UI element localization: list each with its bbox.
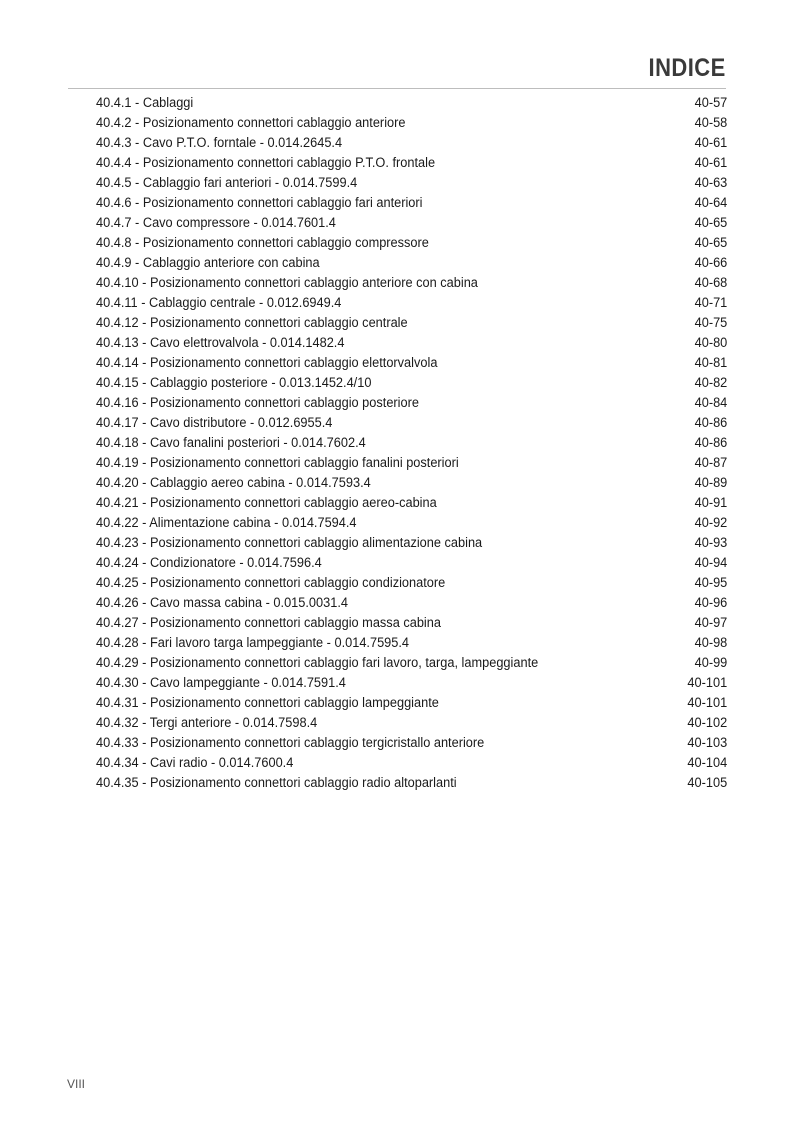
toc-entry-page: 40-97	[694, 615, 727, 631]
toc-entry[interactable]	[96, 533, 727, 553]
toc-entry-title: 40.4.4 - Posizionamento connettori cablaggio P.T.O. frontale	[96, 155, 436, 171]
toc-entry-title: 40.4.23 - Posizionamento connettori cablaggio alimentazione cabina	[96, 535, 483, 551]
toc-entry-title: 40.4.30 - Cavo lampeggiante - 0.014.7591.4	[96, 675, 346, 691]
toc-entry-page: 40-75	[694, 315, 727, 331]
toc-entry[interactable]	[96, 373, 727, 393]
toc-entry-page: 40-92	[694, 515, 727, 531]
toc-entry-page: 40-101	[687, 695, 727, 711]
toc-entry[interactable]	[96, 113, 727, 133]
toc-entry[interactable]	[96, 593, 727, 613]
toc-entry-page: 40-102	[687, 715, 727, 731]
toc-entry[interactable]	[96, 133, 727, 153]
toc-entry[interactable]	[96, 173, 727, 193]
toc-entry[interactable]	[96, 553, 727, 573]
toc-entry-title: 40.4.20 - Cablaggio aereo cabina - 0.014.7593.4	[96, 475, 371, 491]
toc-entry[interactable]	[96, 313, 727, 333]
toc-entry[interactable]	[96, 473, 727, 493]
toc-entry-page: 40-61	[694, 135, 727, 151]
toc-entry-title: 40.4.3 - Cavo P.T.O. forntale - 0.014.2645.4	[96, 135, 343, 151]
toc-entry[interactable]	[96, 573, 727, 593]
toc-entry-title: 40.4.1 - Cablaggi	[96, 95, 194, 111]
toc-entry[interactable]	[96, 333, 727, 353]
toc-entry-title: 40.4.8 - Posizionamento connettori cablaggio compressore	[96, 235, 429, 251]
page-title: INDICE	[648, 54, 726, 82]
toc-entry-page: 40-66	[694, 255, 727, 271]
toc-entry-page: 40-64	[694, 195, 727, 211]
toc-entry-title: 40.4.25 - Posizionamento connettori cablaggio condizionatore	[96, 575, 446, 591]
toc-entry-page: 40-101	[687, 675, 727, 691]
toc-entry-title: 40.4.18 - Cavo fanalini posteriori - 0.014.7602.4	[96, 435, 366, 451]
toc-entry-page: 40-87	[694, 455, 727, 471]
toc-entry-page: 40-81	[694, 355, 727, 371]
toc-entry[interactable]	[96, 713, 727, 733]
header-divider	[68, 88, 726, 89]
footer-page-number: VIII	[67, 1077, 86, 1091]
toc-entry[interactable]	[96, 93, 727, 113]
toc-entry-title: 40.4.16 - Posizionamento connettori cablaggio posteriore	[96, 395, 419, 411]
toc-entry[interactable]	[96, 633, 727, 653]
toc-entry-page: 40-63	[694, 175, 727, 191]
toc-entry[interactable]	[96, 773, 727, 793]
toc-entry-title: 40.4.7 - Cavo compressore - 0.014.7601.4	[96, 215, 336, 231]
toc-entry-title: 40.4.17 - Cavo distributore - 0.012.6955.4	[96, 415, 333, 431]
toc-entry-title: 40.4.9 - Cablaggio anteriore con cabina	[96, 255, 320, 271]
toc-entry-title: 40.4.6 - Posizionamento connettori cablaggio fari anteriori	[96, 195, 423, 211]
toc-entry[interactable]	[96, 213, 727, 233]
toc-entry-page: 40-86	[694, 435, 727, 451]
toc-entry-title: 40.4.29 - Posizionamento connettori cablaggio fari lavoro, targa, lampeggiante	[96, 655, 539, 671]
toc-entry-page: 40-93	[694, 535, 727, 551]
toc-entry-page: 40-71	[694, 295, 727, 311]
toc-entry-title: 40.4.13 - Cavo elettrovalvola - 0.014.1482.4	[96, 335, 345, 351]
toc-entry-title: 40.4.5 - Cablaggio fari anteriori - 0.014.7599.4	[96, 175, 358, 191]
toc-entry-title: 40.4.32 - Tergi anteriore - 0.014.7598.4	[96, 715, 318, 731]
toc-entry-page: 40-99	[694, 655, 727, 671]
toc-entry-page: 40-82	[694, 375, 727, 391]
toc-entry-page: 40-103	[687, 735, 727, 751]
toc-entry-title: 40.4.19 - Posizionamento connettori cablaggio fanalini posteriori	[96, 455, 459, 471]
toc-entry-page: 40-104	[687, 755, 727, 771]
toc-entry[interactable]	[96, 733, 727, 753]
toc-entry-page: 40-84	[694, 395, 727, 411]
toc-entry-page: 40-89	[694, 475, 727, 491]
toc-entry-title: 40.4.11 - Cablaggio centrale - 0.012.6949.4	[96, 295, 342, 311]
toc-entry[interactable]	[96, 613, 727, 633]
toc-entry[interactable]	[96, 273, 727, 293]
toc-entry-title: 40.4.21 - Posizionamento connettori cablaggio aereo-cabina	[96, 495, 437, 511]
toc-entry-page: 40-96	[694, 595, 727, 611]
toc-entry[interactable]	[96, 693, 727, 713]
toc-entry-page: 40-98	[694, 635, 727, 651]
toc-entry[interactable]	[96, 453, 727, 473]
toc-entry-title: 40.4.24 - Condizionatore - 0.014.7596.4	[96, 555, 322, 571]
toc-entry-title: 40.4.33 - Posizionamento connettori cablaggio tergicristallo anteriore	[96, 735, 485, 751]
toc-entry-page: 40-65	[694, 215, 727, 231]
toc-entry-title: 40.4.2 - Posizionamento connettori cablaggio anteriore	[96, 115, 406, 131]
toc-entry-title: 40.4.34 - Cavi radio - 0.014.7600.4	[96, 755, 294, 771]
toc-entry-page: 40-95	[694, 575, 727, 591]
toc-entry-title: 40.4.35 - Posizionamento connettori cablaggio radio altoparlanti	[96, 775, 457, 791]
toc-entry[interactable]	[96, 513, 727, 533]
toc-entry[interactable]	[96, 193, 727, 213]
toc-entry-page: 40-94	[694, 555, 727, 571]
toc-entry[interactable]	[96, 153, 727, 173]
table-of-contents	[96, 93, 727, 793]
toc-entry[interactable]	[96, 293, 727, 313]
toc-entry-title: 40.4.10 - Posizionamento connettori cablaggio anteriore con cabina	[96, 275, 478, 291]
toc-entry[interactable]	[96, 253, 727, 273]
toc-entry-page: 40-80	[694, 335, 727, 351]
toc-entry-title: 40.4.31 - Posizionamento connettori cablaggio lampeggiante	[96, 695, 439, 711]
toc-entry[interactable]	[96, 353, 727, 373]
toc-entry-page: 40-65	[694, 235, 727, 251]
toc-entry-page: 40-68	[694, 275, 727, 291]
toc-entry[interactable]	[96, 673, 727, 693]
toc-entry-page: 40-57	[694, 95, 727, 111]
toc-entry[interactable]	[96, 493, 727, 513]
toc-entry-page: 40-91	[694, 495, 727, 511]
toc-entry-title: 40.4.27 - Posizionamento connettori cablaggio massa cabina	[96, 615, 441, 631]
toc-entry-page: 40-61	[694, 155, 727, 171]
toc-entry-title: 40.4.15 - Cablaggio posteriore - 0.013.1452.4/10	[96, 375, 372, 391]
toc-entry[interactable]	[96, 433, 727, 453]
toc-entry-title: 40.4.12 - Posizionamento connettori cablaggio centrale	[96, 315, 408, 331]
toc-entry-title: 40.4.28 - Fari lavoro targa lampeggiante - 0.014.7595.4	[96, 635, 410, 651]
toc-entry-page: 40-105	[687, 775, 727, 791]
toc-entry[interactable]	[96, 393, 727, 413]
toc-entry[interactable]	[96, 653, 727, 673]
toc-entry-title: 40.4.26 - Cavo massa cabina - 0.015.0031.4	[96, 595, 348, 611]
toc-entry-page: 40-86	[694, 415, 727, 431]
toc-entry-page: 40-58	[694, 115, 727, 131]
toc-entry[interactable]	[96, 233, 727, 253]
toc-entry-title: 40.4.22 - Alimentazione cabina - 0.014.7594.4	[96, 515, 357, 531]
toc-entry[interactable]	[96, 413, 727, 433]
toc-entry-title: 40.4.14 - Posizionamento connettori cablaggio elettorvalvola	[96, 355, 438, 371]
toc-entry[interactable]	[96, 753, 727, 773]
